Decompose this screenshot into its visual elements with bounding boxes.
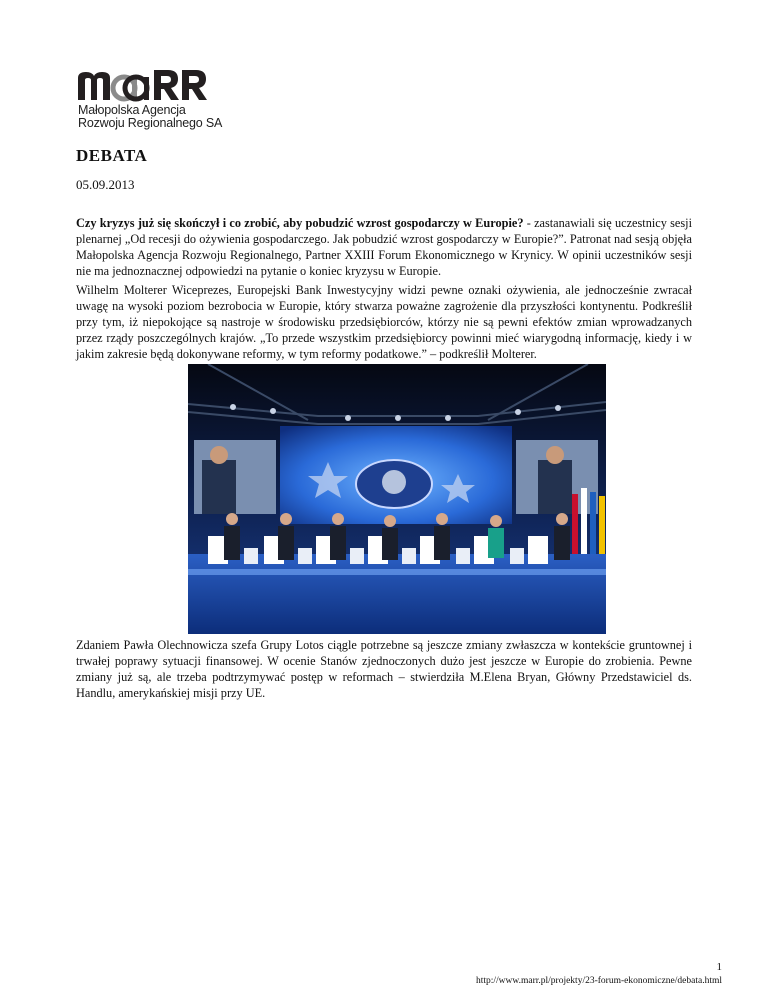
paragraph-1 [76, 215, 692, 279]
logo-line-2: Rozwoju Regionalnego SA [78, 116, 223, 130]
debate-photo [188, 364, 606, 634]
paragraph-3: Zdaniem Pawła Olechnowicza szefa Grupy Lotos ciągle potrzebne są jeszcze zmiany zwłaszcza w kontekście gruntownej i trwałej poprawy sytuacji finansowej. W ocenie Stanów zjednoczonych dużo jest jeszcze w Europie do zrobienia. Pewne zmiany już są, ale trzeba podtrzymywać postęp w reformach – stwierdziła M.Elena Bryan, Główny Przedstawiciel ds. Handlu, amerykańskiej misji przy UE. [76, 638, 692, 700]
logo-subtitle [78, 104, 222, 130]
logo-line-1: Małopolska Agencja [78, 103, 186, 117]
marr-wordmark-logo [76, 66, 210, 104]
paragraph-1-body: - zastanawiali się uczestnicy sesji plenarnej „Od recesji do ożywienia gospodarczego. Jak pobudzić wzrost gospodarczy w Europie?”. Patronat nad sesją objęła Małopolska Agencja Rozwoju Regionalnego, Partner XXIII Forum Ekonomicznego w Krynicy. W opinii uczestników sesji nie ma jednoznacznej odpowiedzi na pytanie o koniec kryzysu w Europie. [76, 216, 692, 278]
document-date: 05.09.2013 [76, 177, 135, 192]
paragraph-1-lead: Czy kryzys już się skończył i co zrobić, aby pobudzić wzrost gospodarczy w Europie? [76, 216, 524, 230]
marr-logo [76, 66, 223, 136]
page-number: 1 [716, 961, 722, 973]
document-title: DEBATA [76, 146, 148, 165]
source-url-link[interactable]: http://www.marr.pl/projekty/23-forum-ekonomiczne/debata.html [475, 976, 722, 986]
debate-stage-illustration [188, 364, 606, 634]
paragraph-2: Wilhelm Molterer Wiceprezes, Europejski Bank Inwestycyjny widzi pewne oznaki ożywienia, ale jednocześnie zwracał uwagę na wysoki poziom bezrobocia w Europie, który stwarza poważne zagrożenie dla przyszłości kontynentu. Podkreślił przy tym, iż niepokojące są nastroje w środowisku przedsiębiorców, którzy nie są pewni efektów zmian wprowadzanych przez rządy poszczególnych krajów. „To przede wszystkim przedsiębiorcy powinni mieć wiarygodną informację, kiedy i w jakim zakresie będą dokonywane reformy, w tym reformy podatkowe.” – podkreślił Molterer. [76, 283, 692, 361]
